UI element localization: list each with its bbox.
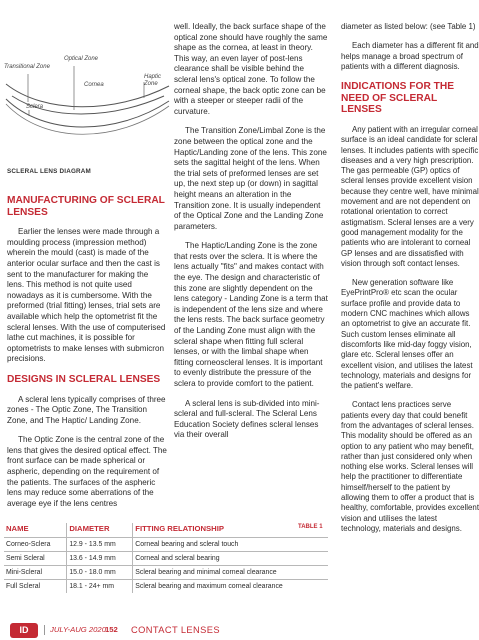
cell-name: Full Scleral [4,580,67,594]
paragraph: New generation software like EyePrintPro® etc scan the ocular surface profile and provide data to modern CNC machines which allows an optometrist to give an accurate fit. Such custom lenses eliminate all discomforts like mid-day foggy vision, glare etc. Scleral lenses offer an excellent vision, and utilises the latest technology, materials and designs for the patient's welfare. [341,278,473,391]
section-title: CONTACT LENSES [131,625,220,635]
issue-date: JULY-AUG 2020 [50,625,106,634]
cell-fit: Scleral bearing and maximum corneal clearance [133,580,328,594]
paragraph: The Optic Zone is the central zone of the lens that gives the desired optical effect. The front surface can be made spherical or aspheric, depending on the requirement of the patients. The surfaces of the aspheric lens may reduce some aberrations of the average eye if the lens centres [7,435,167,508]
paragraph: diameter as listed below: (see Table 1) [341,22,476,31]
table-row [4,580,328,594]
cell-fit: Corneal bearing and scleral touch [133,538,328,552]
cell-diameter: 18.1 - 24+ mm [67,580,133,594]
cell-diameter: 12.9 - 13.5 mm [67,538,133,552]
cell-name: Corneo-Sclera [4,538,67,552]
header-fitting: FITTING RELATIONSHIP [133,523,328,538]
page-footer [0,622,479,640]
heading-manufacturing: MANUFACTURING OF SCLERAL LENSES [7,195,165,218]
cell-fit: Scleral bearing and minimal corneal clearance [133,566,328,580]
magazine-logo: ID [10,623,38,638]
table-row [4,566,328,580]
table-label: TABLE 1 [298,524,323,530]
paragraph: A scleral lens is sub-divided into mini-scleral and full-scleral. The Scleral Lens Education Society defines scleral lenses via their overall [174,398,320,440]
paragraph: well. Ideally, the back surface shape of the optical zone should have roughly the same shape as the cornea, at least in theory. This way, an even layer of post-lens clearance shall be visible behind the scleral lens's optical zone. To follow the corneal shape, the back optic zone can be with a steeper or steeper radii of the curvature. [174,22,328,116]
transitional-zone-label: Transitional Zone [4,64,50,70]
column-2 [174,22,328,450]
cell-fit: Corneal and scleral bearing [133,552,328,566]
page-number: 152 [105,625,118,634]
paragraph: Earlier the lenses were made through a moulding process (impression method) wherein the mould (cast) is made of the anterior ocular surface and then the cast is sent to the manufacturer for making the lens. This method is not quite used nowadays as it is cumbersome. With the preformed (trial fitting) lenses, trial sets are available which help the optometrist fit the scleral lenses. With the use of computerised lathe cut machines, it is possible for optometrists to make lenses with submicron precisions. [7,227,166,364]
scleral-lens-diagram [4,44,170,154]
cell-diameter: 15.0 - 18.0 mm [67,566,133,580]
footer-divider [44,625,45,635]
paragraph: The Haptic/Landing Zone is the zone that rests over the sclera. It is where the lens actually "fits" and makes contact with the eye. The design and characteristic of this zone are slightly dependent on the lens category - Landing Zone is a term that is independent of the lens size and where the lens rests. The back surface geometry of the Landing Zone must align with the scleral shape when fitting full scleral lenses, or with the limbal shape when fitting corneoscleral lenses. It is important to evenly distribute the pressure of the sclera to provide comfort to the patient. [174,241,328,388]
table-row [4,552,328,566]
diagram-caption: SCLERAL LENS DIAGRAM [7,168,91,175]
paragraph: Each diameter has a different fit and helps manage a broad spectrum of patients with a different diagnosis. [341,41,479,71]
cell-name: Semi Scleral [4,552,67,566]
paragraph: Contact lens practices serve patients every day that could benefit from the advantages of scleral lenses. This modality should be offered as an option to any patient who may benefit, rather than just considered only when nothing else works. Scleral lenses will help the practitioner to differentiate himself/herself to the patient by allowing them to offer a product that is healthy, comfortable, provides excellent vision and utilises the latest technology, materials and designs. [341,400,479,533]
header-diameter: DIAMETER [67,523,133,538]
table-row [4,538,328,552]
diameter-table [4,523,328,593]
paragraph: The Transition Zone/Limbal Zone is the zone between the optical zone and the Haptic/Landing zone of the lens. This zone sets the sagittal height of the lens. When the trial sets of preformed lenses are set up, the next step up (or down) in sagittal height means an alteration in the Transition zone. It is usually independent of the Optical Zone and the Landing Zone parameters. [174,126,327,231]
optical-zone-label: Optical Zone [64,56,99,62]
header-name: NAME [6,524,29,533]
haptic-zone-label: Haptic Zone [144,74,162,87]
column-3 [341,22,479,543]
sclera-label: Sclera [26,104,44,110]
cell-name: Mini-Scleral [4,566,67,580]
paragraph: A scleral lens typically comprises of three zones - The Optic Zone, The Transition Zone, and The Haptic/ Landing Zone. [7,394,166,425]
heading-indications: INDICATIONS FOR THE NEED OF SCLERAL LENSES [341,81,455,116]
cornea-label: Cornea [84,82,104,88]
table-header-row [4,523,328,538]
cell-diameter: 13.6 - 14.9 mm [67,552,133,566]
column-1 [7,195,167,518]
paragraph: Any patient with an irregular corneal surface is an ideal candidate for scleral lenses. It includes patients with specific diseases and a very high prescription. The gas permeable (GP) optics of scleral lenses provide excellent vision because they centre well, have minimal movement and are not dependent on rotational orientation to correct astigmatism. Scleral lenses are a very good management modality for the patients who are intolerant to corneal GP lenses and are dissatisfied with vision through soft contact lenses. [341,124,479,268]
heading-designs: DESIGNS IN SCLERAL LENSES [7,373,161,385]
